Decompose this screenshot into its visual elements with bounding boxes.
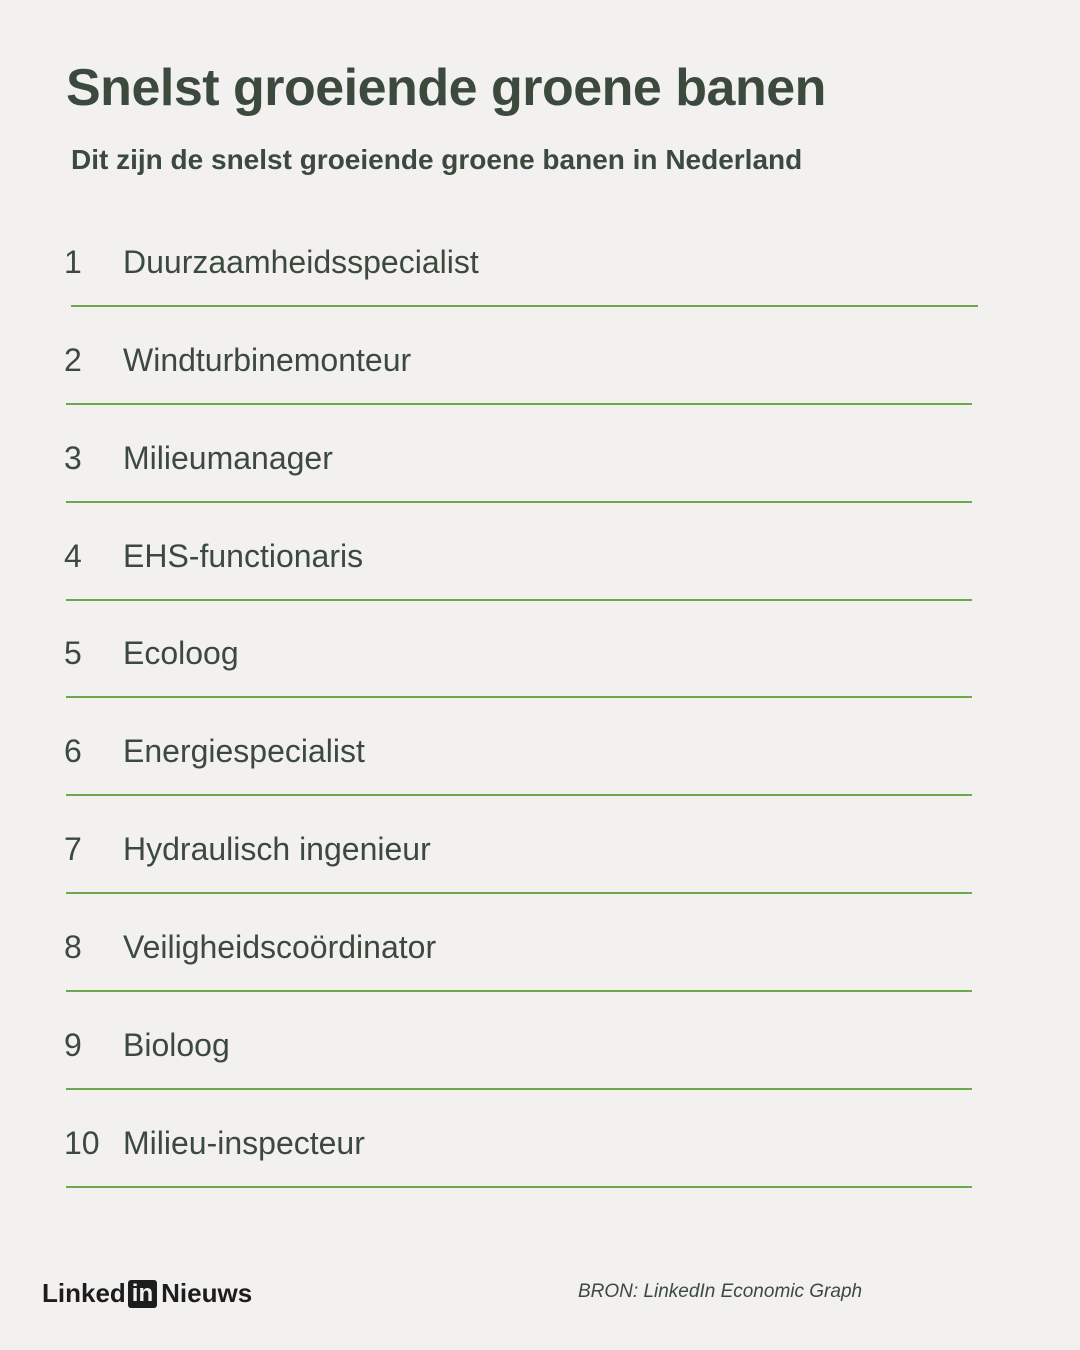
rank-number: 9 bbox=[64, 1027, 82, 1063]
job-title: Veiligheidscoördinator bbox=[123, 929, 437, 965]
job-title: Windturbinemonteur bbox=[123, 342, 412, 378]
list-item bbox=[0, 697, 1080, 795]
linkedin-news-logo bbox=[42, 1278, 252, 1309]
list-item bbox=[0, 991, 1080, 1089]
rank-number: 10 bbox=[64, 1125, 100, 1161]
list-item bbox=[0, 306, 1080, 404]
rank-number: 5 bbox=[64, 635, 82, 671]
rank-number: 3 bbox=[64, 440, 82, 476]
divider bbox=[66, 1186, 972, 1188]
job-title: EHS-functionaris bbox=[123, 538, 364, 574]
source-note: BRON: LinkedIn Economic Graph bbox=[578, 1281, 863, 1302]
rank-number: 1 bbox=[64, 244, 82, 280]
job-title: Milieu-inspecteur bbox=[123, 1125, 365, 1161]
rank-number: 2 bbox=[64, 342, 82, 378]
list-item bbox=[0, 404, 1080, 502]
job-title: Milieumanager bbox=[123, 440, 333, 476]
list-item bbox=[0, 1089, 1080, 1187]
list-item bbox=[0, 599, 1080, 697]
list-item bbox=[0, 795, 1080, 893]
job-title: Duurzaamheidsspecialist bbox=[123, 244, 479, 280]
logo-news-text: Nieuws bbox=[161, 1278, 253, 1308]
job-title: Energiespecialist bbox=[123, 733, 365, 769]
job-title: Ecoloog bbox=[123, 635, 239, 671]
list-item bbox=[0, 502, 1080, 600]
rank-number: 7 bbox=[64, 831, 82, 867]
list-item bbox=[0, 208, 1080, 306]
rank-number: 8 bbox=[64, 929, 82, 965]
logo-linked-text: Linked bbox=[42, 1278, 126, 1308]
page-title: Snelst groeiende groene banen bbox=[66, 59, 826, 117]
job-title: Bioloog bbox=[123, 1027, 230, 1063]
rank-number: 4 bbox=[64, 538, 82, 574]
rank-number: 6 bbox=[64, 733, 82, 769]
linkedin-in-icon: in bbox=[128, 1280, 157, 1308]
job-title: Hydraulisch ingenieur bbox=[123, 831, 431, 867]
page-subtitle: Dit zijn de snelst groeiende groene banen in Nederland bbox=[71, 144, 803, 175]
list-item bbox=[0, 893, 1080, 991]
